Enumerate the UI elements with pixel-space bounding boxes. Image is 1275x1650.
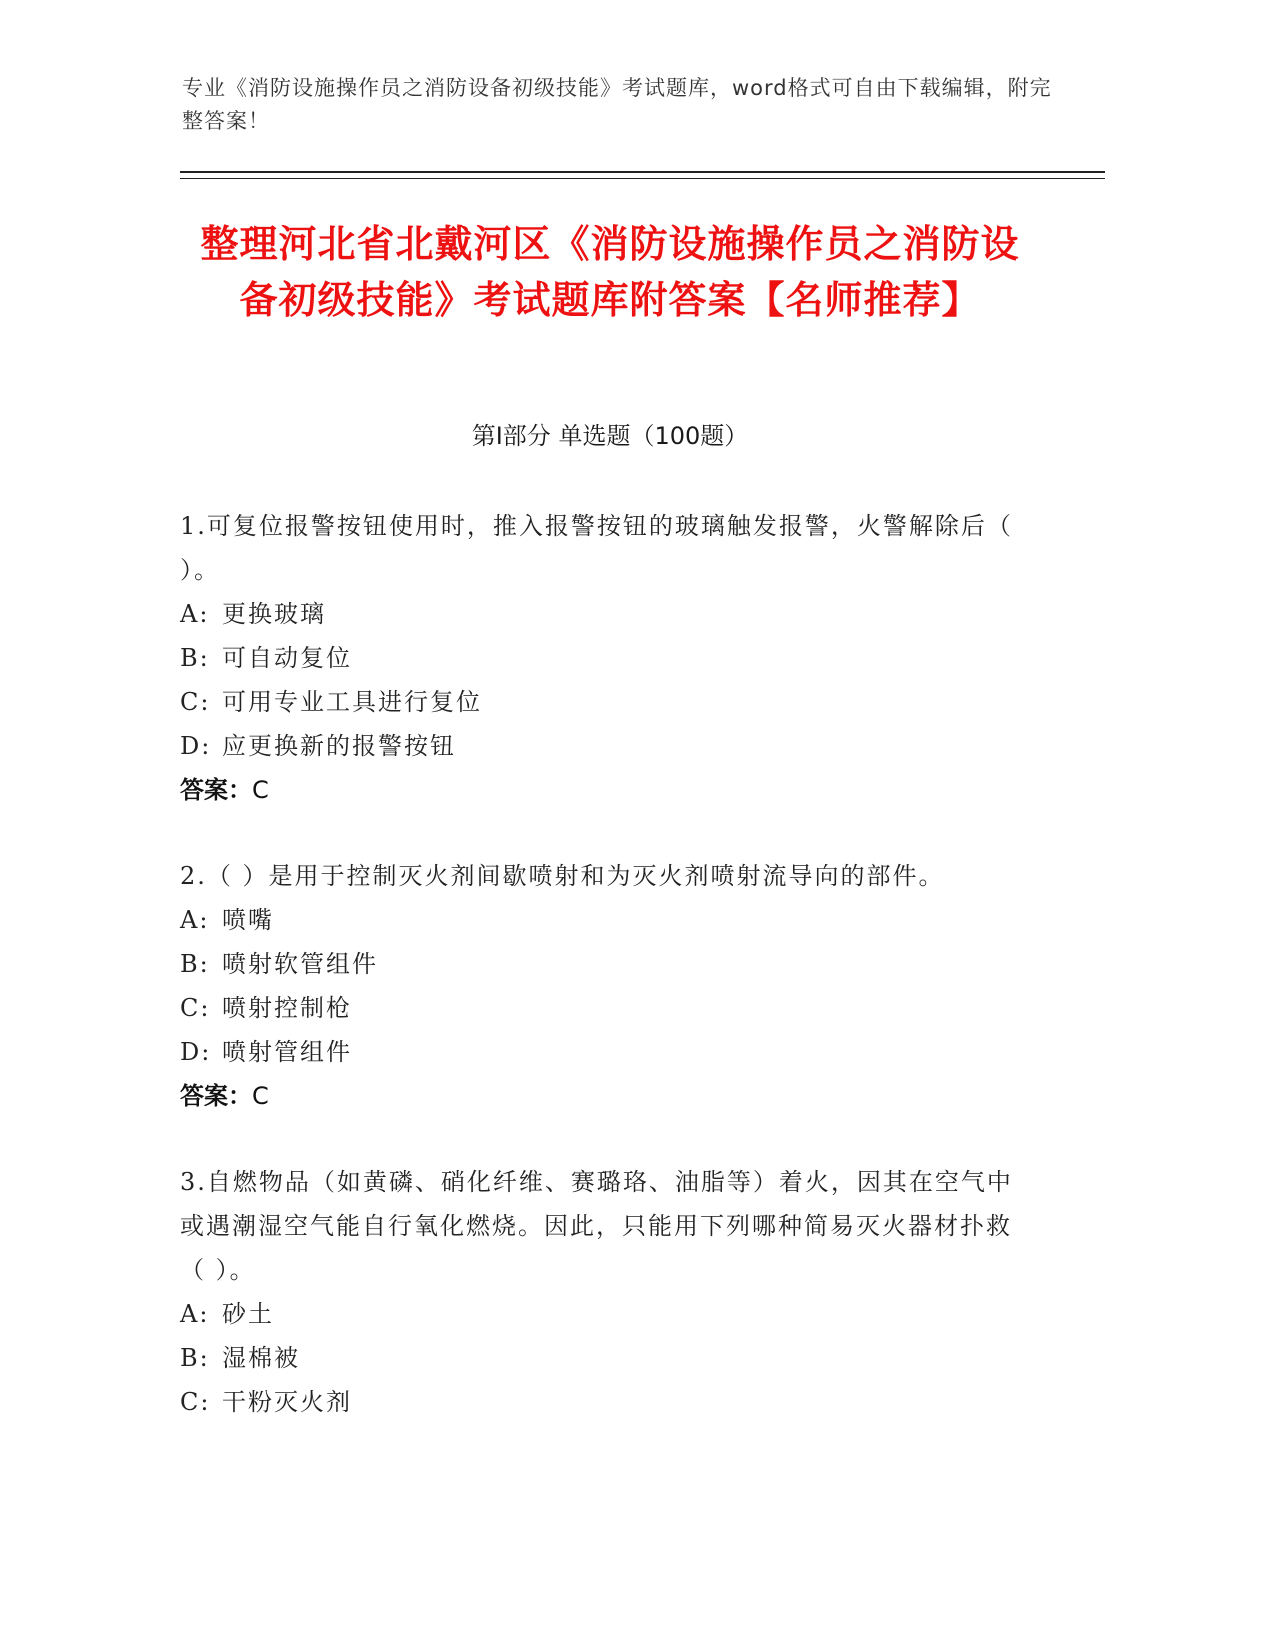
section-heading: 第Ⅰ部分 单选题（100题） (471, 422, 749, 450)
option-text: 更换玻璃 (222, 600, 326, 628)
option-text: 喷射软管组件 (222, 950, 378, 978)
option-a (180, 898, 1020, 942)
option-text: 喷射管组件 (222, 1038, 352, 1066)
option-letter: C: (180, 994, 211, 1022)
option-a (180, 592, 1020, 636)
header-rule-thick (180, 171, 1105, 173)
option-text: 可自动复位 (222, 644, 352, 672)
option-d (180, 724, 1020, 768)
option-text: 砂土 (222, 1300, 274, 1328)
question-stem: 1.可复位报警按钮使用时，推入报警按钮的玻璃触发报警，火警解除后（ ）。 (180, 512, 1013, 584)
option-text: 湿棉被 (222, 1344, 300, 1372)
option-b (180, 942, 1020, 986)
option-letter: B: (180, 1344, 210, 1372)
option-text: 应更换新的报警按钮 (222, 732, 456, 760)
option-c (180, 986, 1020, 1030)
option-c (180, 1380, 1020, 1424)
question-list (180, 504, 1020, 1466)
answer-value: C (252, 1082, 269, 1110)
option-b (180, 636, 1020, 680)
option-letter: B: (180, 950, 210, 978)
option-text: 干粉灭火剂 (222, 1388, 352, 1416)
question-stem: 3.自燃物品（如黄磷、硝化纤维、赛璐珞、油脂等）着火，因其在空气中或遇潮湿空气能自行氧化燃烧。因此，只能用下列哪种简易灭火器材扑救（ ）。 (180, 1168, 1013, 1284)
option-letter: A: (180, 906, 210, 934)
option-letter: A: (180, 1300, 210, 1328)
answer-value: C (252, 776, 269, 804)
option-d (180, 1030, 1020, 1074)
option-c (180, 680, 1020, 724)
option-b (180, 1336, 1020, 1380)
option-a (180, 1292, 1020, 1336)
question-3 (180, 1160, 1020, 1424)
option-text: 喷嘴 (222, 906, 274, 934)
answer-label: 答案： (180, 776, 252, 804)
option-text: 喷射控制枪 (222, 994, 352, 1022)
option-letter: D: (180, 732, 212, 760)
answer-line (180, 768, 1020, 812)
answer-line (180, 1074, 1020, 1118)
header-note: 专业《消防设施操作员之消防设备初级技能》考试题库，word格式可自由下载编辑，附完整答案！ (182, 76, 1052, 133)
option-letter: B: (180, 644, 210, 672)
answer-label: 答案： (180, 1082, 252, 1110)
question-stem: 2.（ ）是用于控制灭火剂间歇喷射和为灭火剂喷射流导向的部件。 (180, 862, 945, 890)
question-2 (180, 854, 1020, 1118)
option-letter: C: (180, 688, 211, 716)
option-text: 可用专业工具进行复位 (222, 688, 482, 716)
option-letter: A: (180, 600, 210, 628)
header-rule-thin (180, 178, 1105, 179)
document-title: 整理河北省北戴河区《消防设施操作员之消防设备初级技能》考试题库附答案【名师推荐】 (200, 222, 1020, 322)
option-letter: C: (180, 1388, 211, 1416)
question-1 (180, 504, 1020, 812)
option-letter: D: (180, 1038, 212, 1066)
